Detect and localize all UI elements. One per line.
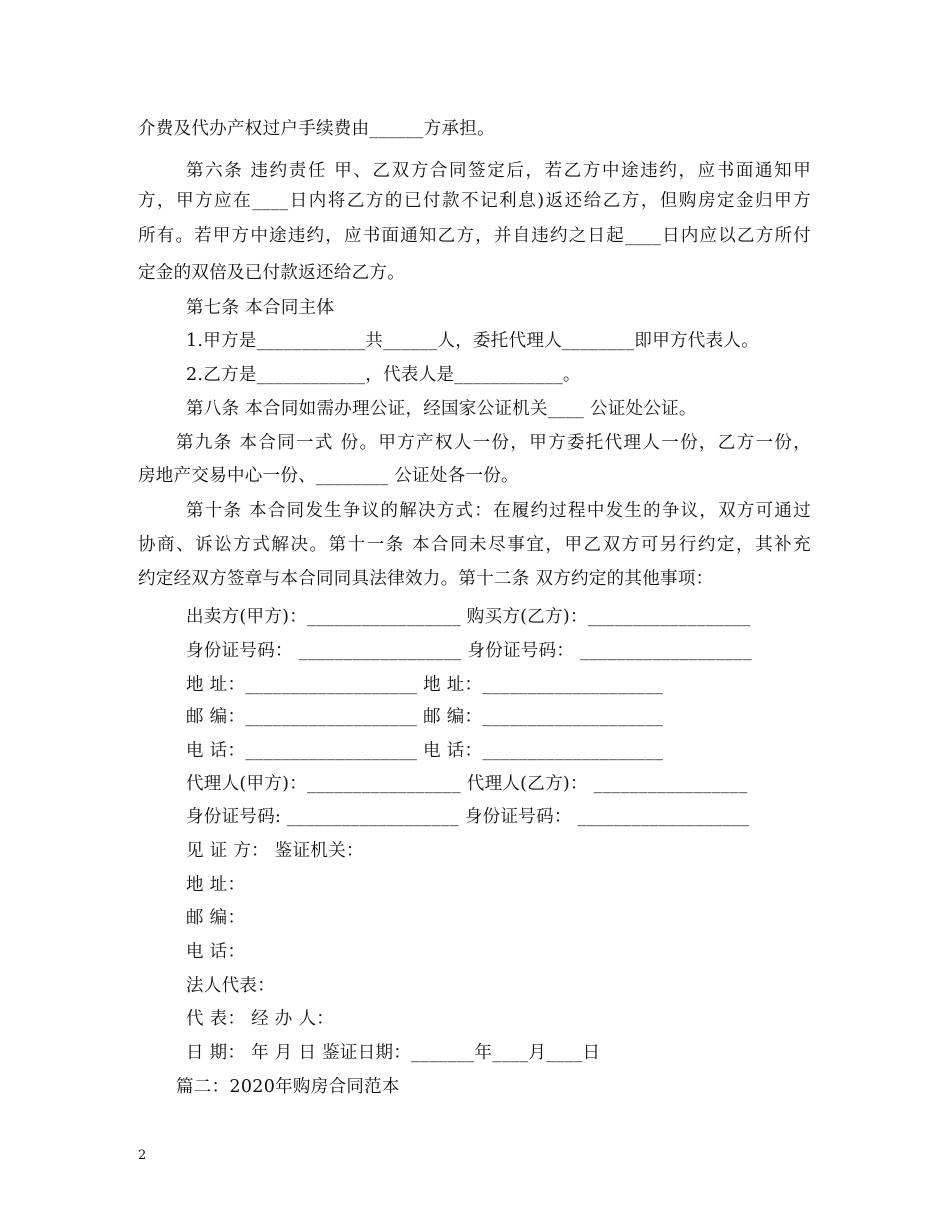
text-line: 协商、诉讼方式解决。第十一条 本合同未尽事宜，甲乙双方可另行约定，其补充 xyxy=(138,535,811,555)
text-line: 电 话：___________________ 电 话：____________________ xyxy=(186,741,664,761)
text-line: 第十条 本合同发生争议的解决方式：在履约过程中发生的争议，双方可通过 xyxy=(186,501,811,521)
text-line: 2.乙方是____________，代表人是____________。 xyxy=(186,365,581,385)
text-line: 法人代表： xyxy=(186,976,275,996)
text-line: 定金的双倍及已付款返还给乙方。 xyxy=(138,263,405,283)
text-line: 身份证号码: ___________________ 身份证号码： ___________________ xyxy=(186,807,750,827)
text-line: 出卖方(甲方)：_________________ 购买方(乙方)：__________________ xyxy=(186,607,751,627)
text-line: 所有。若甲方中途违约，应书面通知乙方，并自违约之日起____日内应以乙方所付 xyxy=(138,226,811,246)
text-line: 邮 编：___________________ 邮 编：____________________ xyxy=(186,707,664,727)
text-line: 日 期： 年 月 日 鉴证日期：_______年____月____日 xyxy=(186,1043,601,1063)
text-line: 约定经双方签章与本合同同具法律效力。第十二条 双方约定的其他事项： xyxy=(138,569,714,589)
text-line: 第九条 本合同一式 份。甲方产权人一份，甲方委托代理人一份，乙方一份， xyxy=(176,433,811,453)
text-line: 房地产交易中心一份、________ 公证处各一份。 xyxy=(138,466,519,486)
text-line: 方，甲方应在____日内将乙方的已付款不记利息)返还给乙方，但购房定金归甲方 xyxy=(138,191,811,211)
text-line: 代理人(甲方)：_________________ 代理人(乙方)： _________________ xyxy=(186,774,748,794)
page-number: 2 xyxy=(138,1148,147,1163)
text-line: 地 址：___________________ 地 址：____________________ xyxy=(186,675,664,695)
section-heading: 篇二：2020年购房合同范本 xyxy=(176,1077,400,1097)
text-line: 邮 编： xyxy=(186,908,246,928)
text-line: 见 证 方： 鉴证机关： xyxy=(186,841,364,861)
text-line: 第八条 本合同如需办理公证，经国家公证机关____ 公证处公证。 xyxy=(186,399,697,419)
text-line: 介费及代办产权过户手续费由______方承担。 xyxy=(138,119,495,139)
text-line: 代 表： 经 办 人： xyxy=(186,1009,335,1029)
text-line: 第六条 违约责任 甲、乙双方合同签定后，若乙方中途违约，应书面通知甲 xyxy=(186,161,811,181)
text-line: 1.甲方是____________共______人，委托代理人________即甲方代表人。 xyxy=(186,331,759,351)
text-line: 第七条 本合同主体 xyxy=(186,298,335,318)
text-line: 身份证号码： __________________ 身份证号码： ___________________ xyxy=(186,641,753,661)
text-line: 电 话： xyxy=(186,942,246,962)
text-line: 地 址： xyxy=(186,875,246,895)
